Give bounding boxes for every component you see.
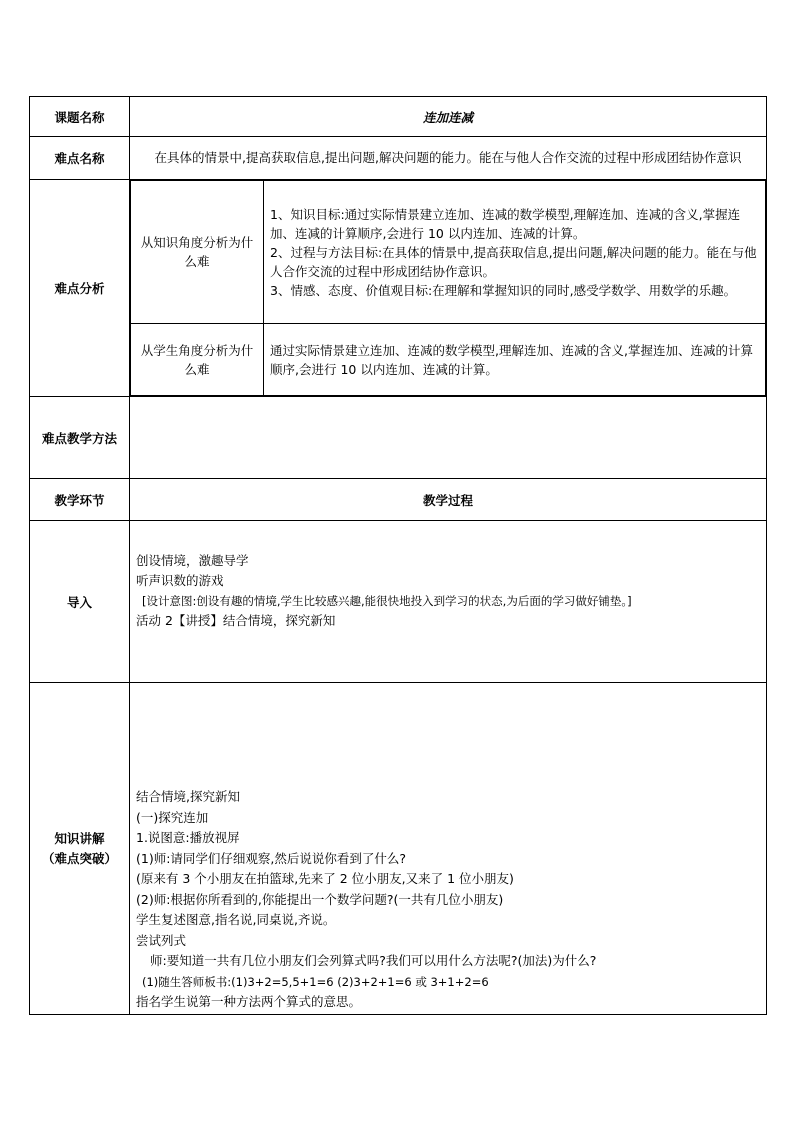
lecture-line: 学生复述图意,指名说,同桌说,齐说。 (136, 912, 336, 927)
knowledge-angle-text (264, 181, 766, 324)
intro-line: 听声识数的游戏 (136, 573, 224, 588)
lecture-content (130, 683, 767, 1015)
student-angle-label: 从学生角度分析为什么难 (131, 324, 264, 396)
lecture-line: (1)师:请同学们仔细观察,然后说说你看到了什么? (136, 850, 407, 866)
lecture-line: 1.说图意:播放视屏 (136, 830, 240, 845)
stage-header: 教学环节 (30, 479, 130, 521)
lecture-label-sub: （难点突破） (41, 850, 117, 866)
intro-label: 导入 (30, 521, 130, 683)
student-angle-text: 通过实际情景建立连加、连减的数学模型,理解连加、连减的含义,掌握连加、连减的计算顺序,会进行 10 以内连加、连减的计算。 (264, 324, 766, 396)
difficulty-text: 在具体的情景中,提高获取信息,提出问题,解决问题的能力。能在与他人合作交流的过程中形成团结协作意识 (130, 137, 767, 180)
lecture-line: 师:要知道一共有几位小朋友们会列算式吗?我们可以用什么方法呢?(加法)为什么? (150, 953, 597, 968)
difficulty-label: 难点名称 (30, 137, 130, 180)
title-label: 课题名称 (30, 97, 130, 137)
lecture-line: 结合情境,探究新知 (136, 789, 240, 804)
method-label: 难点教学方法 (30, 397, 130, 479)
lecture-label (30, 683, 130, 1015)
header-row (30, 479, 767, 521)
difficulty-row (30, 137, 767, 180)
lecture-row (30, 683, 767, 1015)
lecture-line: (原来有 3 个小朋友在拍篮球,先来了 2 位小朋友,又来了 1 位小朋友) (136, 871, 514, 886)
design-intent-note: [设计意图:创设有趣的情境,学生比较感兴趣,能很快地投入到学习的状态,为后面的学习做好铺垫。] (142, 594, 632, 608)
knowledge-angle-label: 从知识角度分析为什么难 (131, 181, 264, 324)
intro-row (30, 521, 767, 683)
knowledge-row (131, 181, 766, 324)
process-goal: 2、过程与方法目标:在具体的情景中,提高获取信息,提出问题,解决问题的能力。能在与他人合作交流的过程中形成团结协作意识。 (270, 244, 757, 279)
analysis-label: 难点分析 (30, 180, 130, 397)
lecture-line: 指名学生说第一种方法两个算式的意思。 (136, 994, 362, 1009)
board-writing-line: (1)随生答师板书:(1)3+2=5,5+1=6 (2)3+2+1=6 或 3+1+2=6 (142, 974, 489, 989)
analysis-subtable (130, 180, 766, 396)
student-row (131, 324, 766, 396)
lesson-plan-table (29, 96, 767, 1015)
lesson-title: 连加连减 (130, 97, 767, 137)
analysis-row (30, 180, 767, 397)
process-header: 教学过程 (130, 479, 767, 521)
lecture-label-main: 知识讲解 (54, 830, 105, 846)
knowledge-goal: 1、知识目标:通过实际情景建立连加、连减的数学模型,理解连加、连减的含义,掌握连加、连减的计算顺序,会进行 10 以内连加、连减的计算。 (270, 206, 741, 241)
intro-line: 活动 2【讲授】结合情境，探究新知 (136, 613, 336, 628)
intro-line: 创设情境，激趣导学 (136, 553, 249, 568)
lecture-line: (一)探究连加 (136, 809, 209, 825)
intro-content (130, 521, 767, 683)
title-row (30, 97, 767, 137)
lecture-line: (2)师:根据你所看到的,你能提出一个数学问题?(一共有几位小朋友) (136, 891, 504, 907)
method-text (130, 397, 767, 479)
emotion-goal: 3、情感、态度、价值观目标:在理解和掌握知识的同时,感受学数学、用数学的乐趣。 (270, 282, 737, 298)
method-row (30, 397, 767, 479)
lecture-line: 尝试列式 (136, 932, 187, 948)
